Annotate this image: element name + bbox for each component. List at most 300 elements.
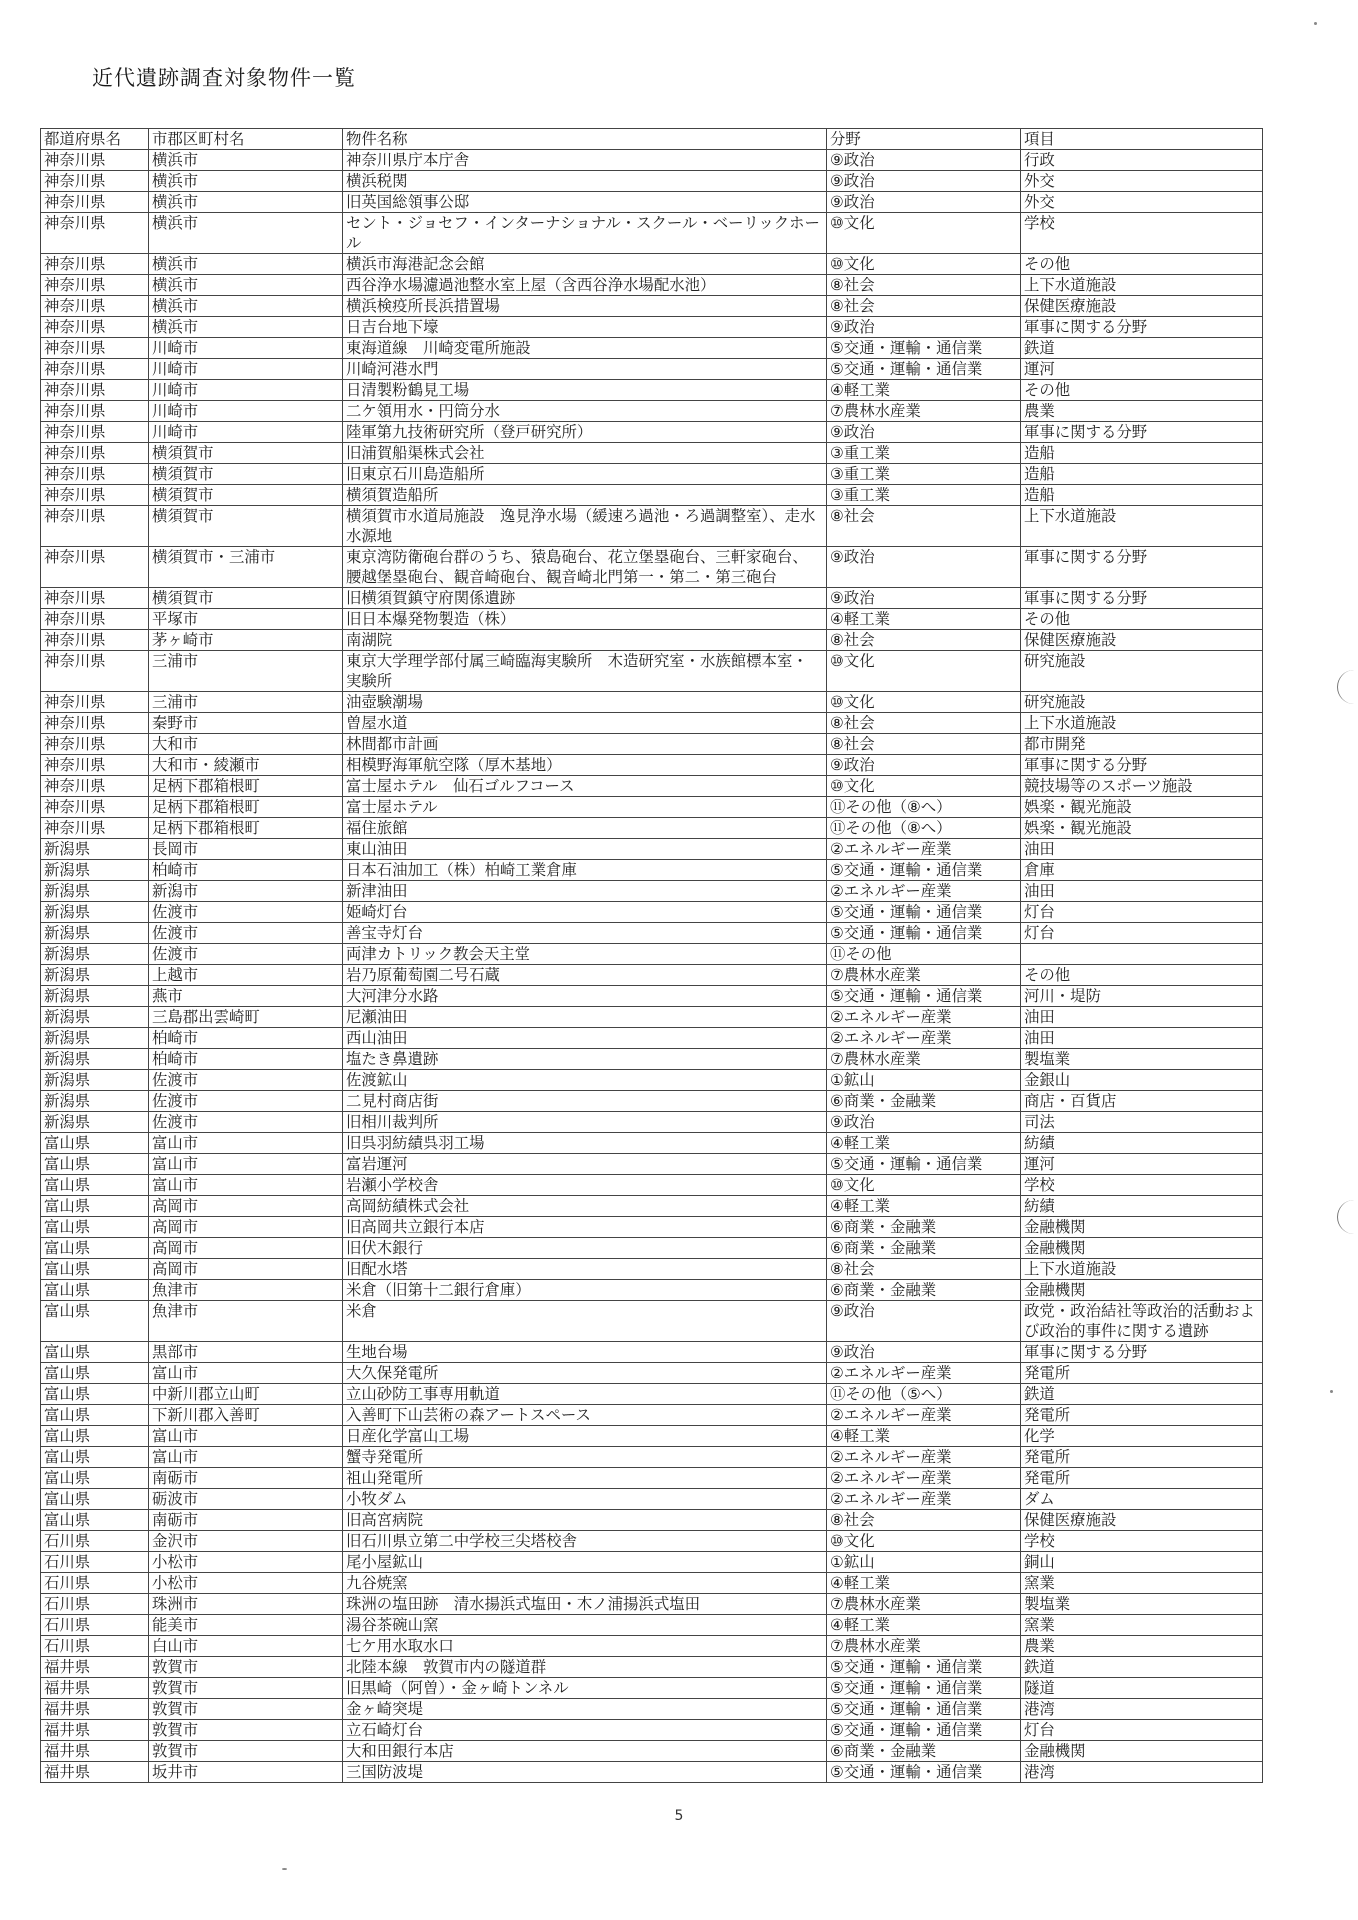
cell-municipality: 秦野市 xyxy=(149,713,343,734)
cell-prefecture: 富山県 xyxy=(41,1280,149,1301)
cell-municipality: 横浜市 xyxy=(149,192,343,213)
page-number: 5 xyxy=(674,1808,684,1824)
cell-property-name: 大久保発電所 xyxy=(343,1363,827,1384)
cell-municipality: 柏崎市 xyxy=(149,1049,343,1070)
cell-item: 農業 xyxy=(1021,1636,1263,1657)
cell-prefecture: 福井県 xyxy=(41,1762,149,1783)
cell-field: ⑧社会 xyxy=(827,1259,1021,1280)
cell-field: ⑥商業・金融業 xyxy=(827,1238,1021,1259)
cell-item: 灯台 xyxy=(1021,1720,1263,1741)
table-row xyxy=(41,692,1263,713)
cell-prefecture: 神奈川県 xyxy=(41,275,149,296)
cell-municipality: 川崎市 xyxy=(149,380,343,401)
cell-item: 鉄道 xyxy=(1021,338,1263,359)
cell-field: ⑤交通・運輸・通信業 xyxy=(827,1657,1021,1678)
table-row xyxy=(41,1363,1263,1384)
cell-prefecture: 神奈川県 xyxy=(41,776,149,797)
cell-property-name: 高岡紡績株式会社 xyxy=(343,1196,827,1217)
cell-municipality: 富山市 xyxy=(149,1447,343,1468)
cell-prefecture: 神奈川県 xyxy=(41,506,149,547)
cell-item: 油田 xyxy=(1021,881,1263,902)
cell-prefecture: 新潟県 xyxy=(41,839,149,860)
cell-municipality: 中新川郡立山町 xyxy=(149,1384,343,1405)
cell-property-name: 旧高宮病院 xyxy=(343,1510,827,1531)
cell-prefecture: 新潟県 xyxy=(41,923,149,944)
cell-item: 学校 xyxy=(1021,213,1263,254)
cell-property-name: 富士屋ホテル 仙石ゴルフコース xyxy=(343,776,827,797)
cell-item: 紡績 xyxy=(1021,1196,1263,1217)
cell-prefecture: 神奈川県 xyxy=(41,150,149,171)
cell-item: 上下水道施設 xyxy=(1021,506,1263,547)
cell-item: 鉄道 xyxy=(1021,1384,1263,1405)
cell-property-name: 岩乃原葡萄園二号石蔵 xyxy=(343,965,827,986)
cell-field: ⑨政治 xyxy=(827,317,1021,338)
cell-item: 窯業 xyxy=(1021,1573,1263,1594)
cell-field: ⑩文化 xyxy=(827,213,1021,254)
cell-item: 軍事に関する分野 xyxy=(1021,755,1263,776)
cell-property-name: 善宝寺灯台 xyxy=(343,923,827,944)
cell-municipality: 富山市 xyxy=(149,1175,343,1196)
table-row xyxy=(41,1468,1263,1489)
table-row xyxy=(41,1699,1263,1720)
cell-item: 造船 xyxy=(1021,485,1263,506)
table-row xyxy=(41,1070,1263,1091)
cell-item: その他 xyxy=(1021,609,1263,630)
table-row xyxy=(41,443,1263,464)
cell-municipality: 富山市 xyxy=(149,1426,343,1447)
cell-municipality: 佐渡市 xyxy=(149,902,343,923)
cell-municipality: 魚津市 xyxy=(149,1301,343,1342)
cell-property-name: 川崎河港水門 xyxy=(343,359,827,380)
cell-item: 上下水道施設 xyxy=(1021,713,1263,734)
cell-item: その他 xyxy=(1021,965,1263,986)
table-row xyxy=(41,1196,1263,1217)
cell-field: ⑨政治 xyxy=(827,547,1021,588)
table-row xyxy=(41,1384,1263,1405)
cell-field: ⑦農林水産業 xyxy=(827,401,1021,422)
table-row xyxy=(41,588,1263,609)
cell-prefecture: 富山県 xyxy=(41,1175,149,1196)
cell-field: ⑦農林水産業 xyxy=(827,1594,1021,1615)
cell-property-name: 陸軍第九技術研究所（登戸研究所） xyxy=(343,422,827,443)
cell-item: 河川・堤防 xyxy=(1021,986,1263,1007)
table-row xyxy=(41,1447,1263,1468)
table-row xyxy=(41,150,1263,171)
cell-field: ⑪その他（⑧へ） xyxy=(827,797,1021,818)
cell-municipality: 柏崎市 xyxy=(149,1028,343,1049)
cell-municipality: 佐渡市 xyxy=(149,1070,343,1091)
cell-property-name: 旧東京石川島造船所 xyxy=(343,464,827,485)
cell-prefecture: 富山県 xyxy=(41,1259,149,1280)
cell-municipality: 横須賀市 xyxy=(149,506,343,547)
cell-municipality: 黒部市 xyxy=(149,1342,343,1363)
cell-prefecture: 新潟県 xyxy=(41,881,149,902)
cell-item: 運河 xyxy=(1021,1154,1263,1175)
table-row xyxy=(41,1112,1263,1133)
cell-municipality: 南砺市 xyxy=(149,1468,343,1489)
table-row xyxy=(41,1091,1263,1112)
cell-field: ⑤交通・運輸・通信業 xyxy=(827,986,1021,1007)
cell-field: ⑨政治 xyxy=(827,1301,1021,1342)
cell-municipality: 横浜市 xyxy=(149,275,343,296)
cell-property-name: 旧浦賀船渠株式会社 xyxy=(343,443,827,464)
cell-field: ⑤交通・運輸・通信業 xyxy=(827,1699,1021,1720)
table-row xyxy=(41,1301,1263,1342)
cell-property-name: 西谷浄水場濾過池整水室上屋（含西谷浄水場配水池） xyxy=(343,275,827,296)
cell-property-name: 二ケ領用水・円筒分水 xyxy=(343,401,827,422)
cell-prefecture: 神奈川県 xyxy=(41,296,149,317)
cell-property-name: 九谷焼窯 xyxy=(343,1573,827,1594)
cell-prefecture: 福井県 xyxy=(41,1657,149,1678)
cell-property-name: 北陸本線 敦賀市内の隧道群 xyxy=(343,1657,827,1678)
cell-municipality: 三浦市 xyxy=(149,692,343,713)
cell-municipality: 三島郡出雲崎町 xyxy=(149,1007,343,1028)
cell-prefecture: 新潟県 xyxy=(41,1049,149,1070)
cell-prefecture: 神奈川県 xyxy=(41,485,149,506)
cell-prefecture: 富山県 xyxy=(41,1363,149,1384)
cell-property-name: 旧日本爆発物製造（株） xyxy=(343,609,827,630)
cell-municipality: 富山市 xyxy=(149,1363,343,1384)
cell-field: ②エネルギー産業 xyxy=(827,1468,1021,1489)
table-row xyxy=(41,506,1263,547)
cell-field: ⑨政治 xyxy=(827,755,1021,776)
cell-property-name: 二見村商店街 xyxy=(343,1091,827,1112)
table-row xyxy=(41,797,1263,818)
cell-municipality: 小松市 xyxy=(149,1552,343,1573)
cell-field: ⑨政治 xyxy=(827,192,1021,213)
cell-prefecture: 神奈川県 xyxy=(41,651,149,692)
cell-field: ⑦農林水産業 xyxy=(827,1049,1021,1070)
cell-field: ⑩文化 xyxy=(827,692,1021,713)
cell-prefecture: 神奈川県 xyxy=(41,213,149,254)
cell-item: 保健医療施設 xyxy=(1021,1510,1263,1531)
table-row xyxy=(41,275,1263,296)
scan-binding-mark xyxy=(1337,1200,1356,1234)
cell-prefecture: 神奈川県 xyxy=(41,443,149,464)
cell-field: ②エネルギー産業 xyxy=(827,1447,1021,1468)
table-row xyxy=(41,380,1263,401)
cell-field: ⑧社会 xyxy=(827,630,1021,651)
cell-municipality: 佐渡市 xyxy=(149,1091,343,1112)
cell-item: 研究施設 xyxy=(1021,692,1263,713)
cell-property-name: 旧呉羽紡績呉羽工場 xyxy=(343,1133,827,1154)
cell-item: 軍事に関する分野 xyxy=(1021,588,1263,609)
cell-property-name: 旧伏木銀行 xyxy=(343,1238,827,1259)
cell-item: 紡績 xyxy=(1021,1133,1263,1154)
cell-field: ⑥商業・金融業 xyxy=(827,1217,1021,1238)
table-row xyxy=(41,338,1263,359)
cell-prefecture: 富山県 xyxy=(41,1510,149,1531)
cell-property-name: 金ヶ崎突堤 xyxy=(343,1699,827,1720)
cell-municipality: 川崎市 xyxy=(149,401,343,422)
cell-property-name: 新津油田 xyxy=(343,881,827,902)
cell-field: ①鉱山 xyxy=(827,1552,1021,1573)
cell-municipality: 佐渡市 xyxy=(149,944,343,965)
table-row xyxy=(41,630,1263,651)
cell-item: 鉄道 xyxy=(1021,1657,1263,1678)
cell-field: ④軽工業 xyxy=(827,1133,1021,1154)
cell-municipality: 横浜市 xyxy=(149,254,343,275)
cell-field: ⑥商業・金融業 xyxy=(827,1741,1021,1762)
table-row xyxy=(41,1573,1263,1594)
cell-municipality: 横浜市 xyxy=(149,213,343,254)
cell-field: ⑥商業・金融業 xyxy=(827,1280,1021,1301)
cell-municipality: 上越市 xyxy=(149,965,343,986)
cell-prefecture: 富山県 xyxy=(41,1489,149,1510)
cell-item: 保健医療施設 xyxy=(1021,630,1263,651)
cell-property-name: 七ケ用水取水口 xyxy=(343,1636,827,1657)
cell-field: ③重工業 xyxy=(827,443,1021,464)
cell-field: ③重工業 xyxy=(827,485,1021,506)
cell-property-name: 姫崎灯台 xyxy=(343,902,827,923)
table-row xyxy=(41,1741,1263,1762)
page-title: 近代遺跡調査対象物件一覧 xyxy=(92,66,356,90)
table-row xyxy=(41,1175,1263,1196)
cell-municipality: 能美市 xyxy=(149,1615,343,1636)
cell-item: 商店・百貨店 xyxy=(1021,1091,1263,1112)
cell-property-name: 富岩運河 xyxy=(343,1154,827,1175)
cell-municipality: 柏崎市 xyxy=(149,860,343,881)
cell-property-name: 横浜市海港記念会館 xyxy=(343,254,827,275)
cell-field: ④軽工業 xyxy=(827,1196,1021,1217)
cell-item: 金融機関 xyxy=(1021,1741,1263,1762)
cell-prefecture: 神奈川県 xyxy=(41,797,149,818)
table-row xyxy=(41,1426,1263,1447)
table-body xyxy=(41,150,1263,1783)
cell-property-name: 三国防波堤 xyxy=(343,1762,827,1783)
table-row xyxy=(41,1657,1263,1678)
cell-property-name: 両津カトリック教会天主堂 xyxy=(343,944,827,965)
cell-field: ②エネルギー産業 xyxy=(827,1489,1021,1510)
table-row xyxy=(41,1594,1263,1615)
table-header-row xyxy=(41,129,1263,150)
cell-property-name: 尾小屋鉱山 xyxy=(343,1552,827,1573)
cell-property-name: 東海道線 川崎変電所施設 xyxy=(343,338,827,359)
cell-field: ⑩文化 xyxy=(827,1531,1021,1552)
cell-item: 行政 xyxy=(1021,150,1263,171)
cell-field: ④軽工業 xyxy=(827,1615,1021,1636)
cell-prefecture: 石川県 xyxy=(41,1615,149,1636)
table-row xyxy=(41,1007,1263,1028)
cell-field: ⑩文化 xyxy=(827,651,1021,692)
cell-prefecture: 神奈川県 xyxy=(41,692,149,713)
cell-prefecture: 石川県 xyxy=(41,1594,149,1615)
cell-item: 発電所 xyxy=(1021,1363,1263,1384)
cell-municipality: 大和市・綾瀬市 xyxy=(149,755,343,776)
cell-item: 軍事に関する分野 xyxy=(1021,547,1263,588)
table-row xyxy=(41,401,1263,422)
cell-field: ②エネルギー産業 xyxy=(827,839,1021,860)
cell-item: 灯台 xyxy=(1021,923,1263,944)
cell-municipality: 川崎市 xyxy=(149,422,343,443)
cell-field: ②エネルギー産業 xyxy=(827,1363,1021,1384)
table-row xyxy=(41,755,1263,776)
cell-item: 娯楽・観光施設 xyxy=(1021,797,1263,818)
cell-item: 金融機関 xyxy=(1021,1217,1263,1238)
scan-binding-mark xyxy=(1337,670,1356,704)
cell-municipality: 南砺市 xyxy=(149,1510,343,1531)
table-row xyxy=(41,1049,1263,1070)
cell-item: 娯楽・観光施設 xyxy=(1021,818,1263,839)
cell-item: 隧道 xyxy=(1021,1678,1263,1699)
cell-field: ⑤交通・運輸・通信業 xyxy=(827,1720,1021,1741)
table-row xyxy=(41,860,1263,881)
cell-prefecture: 新潟県 xyxy=(41,1028,149,1049)
table-row xyxy=(41,902,1263,923)
cell-field: ⑨政治 xyxy=(827,422,1021,443)
table-row xyxy=(41,818,1263,839)
cell-municipality: 佐渡市 xyxy=(149,1112,343,1133)
cell-property-name: 日清製粉鶴見工場 xyxy=(343,380,827,401)
cell-field: ④軽工業 xyxy=(827,609,1021,630)
cell-property-name: 旧配水塔 xyxy=(343,1259,827,1280)
cell-item: 外交 xyxy=(1021,192,1263,213)
cell-item: その他 xyxy=(1021,380,1263,401)
table-row xyxy=(41,317,1263,338)
cell-municipality: 敦賀市 xyxy=(149,1678,343,1699)
cell-prefecture: 福井県 xyxy=(41,1678,149,1699)
cell-municipality: 下新川郡入善町 xyxy=(149,1405,343,1426)
cell-municipality: 横須賀市 xyxy=(149,443,343,464)
cell-property-name: 旧黒崎（阿曽）・金ヶ崎トンネル xyxy=(343,1678,827,1699)
cell-municipality: 小松市 xyxy=(149,1573,343,1594)
cell-field: ⑨政治 xyxy=(827,171,1021,192)
cell-item: 農業 xyxy=(1021,401,1263,422)
cell-prefecture: 石川県 xyxy=(41,1531,149,1552)
cell-municipality: 砺波市 xyxy=(149,1489,343,1510)
property-table xyxy=(40,128,1263,1783)
cell-field: ⑧社会 xyxy=(827,275,1021,296)
cell-municipality: 川崎市 xyxy=(149,338,343,359)
cell-property-name: 米倉（旧第十二銀行倉庫） xyxy=(343,1280,827,1301)
cell-property-name: 旧石川県立第二中学校三尖塔校舎 xyxy=(343,1531,827,1552)
cell-prefecture: 神奈川県 xyxy=(41,422,149,443)
cell-field: ⑤交通・運輸・通信業 xyxy=(827,338,1021,359)
table-row xyxy=(41,1678,1263,1699)
header-property-name: 物件名称 xyxy=(343,129,827,150)
cell-field: ⑧社会 xyxy=(827,296,1021,317)
cell-municipality: 敦賀市 xyxy=(149,1720,343,1741)
table-row xyxy=(41,1217,1263,1238)
cell-municipality: 敦賀市 xyxy=(149,1657,343,1678)
cell-prefecture: 神奈川県 xyxy=(41,359,149,380)
cell-municipality: 三浦市 xyxy=(149,651,343,692)
cell-property-name: 立石崎灯台 xyxy=(343,1720,827,1741)
table-row xyxy=(41,1489,1263,1510)
cell-field: ⑪その他 xyxy=(827,944,1021,965)
cell-prefecture: 富山県 xyxy=(41,1154,149,1175)
cell-prefecture: 神奈川県 xyxy=(41,547,149,588)
cell-item: 運河 xyxy=(1021,359,1263,380)
cell-property-name: 立山砂防工事専用軌道 xyxy=(343,1384,827,1405)
cell-item: 保健医療施設 xyxy=(1021,296,1263,317)
cell-field: ⑨政治 xyxy=(827,1112,1021,1133)
cell-field: ⑤交通・運輸・通信業 xyxy=(827,359,1021,380)
header-item: 項目 xyxy=(1021,129,1263,150)
cell-item: 軍事に関する分野 xyxy=(1021,317,1263,338)
cell-field: ⑦農林水産業 xyxy=(827,1636,1021,1657)
cell-prefecture: 富山県 xyxy=(41,1405,149,1426)
cell-municipality: 魚津市 xyxy=(149,1280,343,1301)
table-row xyxy=(41,651,1263,692)
cell-prefecture: 神奈川県 xyxy=(41,818,149,839)
cell-field: ⑧社会 xyxy=(827,1510,1021,1531)
cell-municipality: 富山市 xyxy=(149,1133,343,1154)
cell-prefecture: 新潟県 xyxy=(41,902,149,923)
cell-prefecture: 石川県 xyxy=(41,1636,149,1657)
cell-municipality: 高岡市 xyxy=(149,1259,343,1280)
table-row xyxy=(41,776,1263,797)
cell-field: ⑪その他（⑤へ） xyxy=(827,1384,1021,1405)
cell-municipality: 白山市 xyxy=(149,1636,343,1657)
cell-field: ⑨政治 xyxy=(827,1342,1021,1363)
table-row xyxy=(41,547,1263,588)
cell-prefecture: 神奈川県 xyxy=(41,464,149,485)
cell-prefecture: 神奈川県 xyxy=(41,713,149,734)
table-row xyxy=(41,1510,1263,1531)
cell-property-name: 横浜税関 xyxy=(343,171,827,192)
cell-item: 発電所 xyxy=(1021,1468,1263,1489)
cell-prefecture: 神奈川県 xyxy=(41,609,149,630)
cell-prefecture: 富山県 xyxy=(41,1301,149,1342)
cell-property-name: 東山油田 xyxy=(343,839,827,860)
cell-municipality: 足柄下郡箱根町 xyxy=(149,776,343,797)
cell-prefecture: 神奈川県 xyxy=(41,317,149,338)
table-row xyxy=(41,1238,1263,1259)
cell-property-name: 東京湾防衛砲台群のうち、猿島砲台、花立堡塁砲台、三軒家砲台、腰越堡塁砲台、観音崎砲台、観音崎北門第一・第二・第三砲台 xyxy=(343,547,827,588)
cell-item: 造船 xyxy=(1021,464,1263,485)
table-row xyxy=(41,609,1263,630)
cell-municipality: 足柄下郡箱根町 xyxy=(149,818,343,839)
cell-municipality: 横浜市 xyxy=(149,296,343,317)
table-row xyxy=(41,1762,1263,1783)
cell-field: ⑧社会 xyxy=(827,713,1021,734)
cell-property-name: 横浜検疫所長浜措置場 xyxy=(343,296,827,317)
cell-municipality: 高岡市 xyxy=(149,1238,343,1259)
cell-municipality: 敦賀市 xyxy=(149,1699,343,1720)
cell-prefecture: 福井県 xyxy=(41,1741,149,1762)
header-field: 分野 xyxy=(827,129,1021,150)
cell-item: 発電所 xyxy=(1021,1447,1263,1468)
table-row xyxy=(41,213,1263,254)
cell-field: ⑤交通・運輸・通信業 xyxy=(827,1762,1021,1783)
cell-property-name: 横須賀造船所 xyxy=(343,485,827,506)
table-row xyxy=(41,1636,1263,1657)
table-row xyxy=(41,713,1263,734)
cell-field: ⑩文化 xyxy=(827,254,1021,275)
cell-item: 金融機関 xyxy=(1021,1238,1263,1259)
table-row xyxy=(41,1720,1263,1741)
cell-property-name: 米倉 xyxy=(343,1301,827,1342)
cell-field: ②エネルギー産業 xyxy=(827,1007,1021,1028)
table-row xyxy=(41,734,1263,755)
cell-prefecture: 石川県 xyxy=(41,1573,149,1594)
cell-item: 金銀山 xyxy=(1021,1070,1263,1091)
cell-field: ②エネルギー産業 xyxy=(827,881,1021,902)
cell-property-name: 富士屋ホテル xyxy=(343,797,827,818)
cell-field: ④軽工業 xyxy=(827,380,1021,401)
cell-item: 上下水道施設 xyxy=(1021,275,1263,296)
cell-item: 研究施設 xyxy=(1021,651,1263,692)
cell-field: ⑨政治 xyxy=(827,150,1021,171)
cell-prefecture: 富山県 xyxy=(41,1447,149,1468)
cell-property-name: 日本石油加工（株）柏崎工業倉庫 xyxy=(343,860,827,881)
cell-item: 油田 xyxy=(1021,1028,1263,1049)
cell-item: 軍事に関する分野 xyxy=(1021,422,1263,443)
cell-municipality: 富山市 xyxy=(149,1154,343,1175)
cell-prefecture: 神奈川県 xyxy=(41,630,149,651)
cell-field: ⑩文化 xyxy=(827,1175,1021,1196)
